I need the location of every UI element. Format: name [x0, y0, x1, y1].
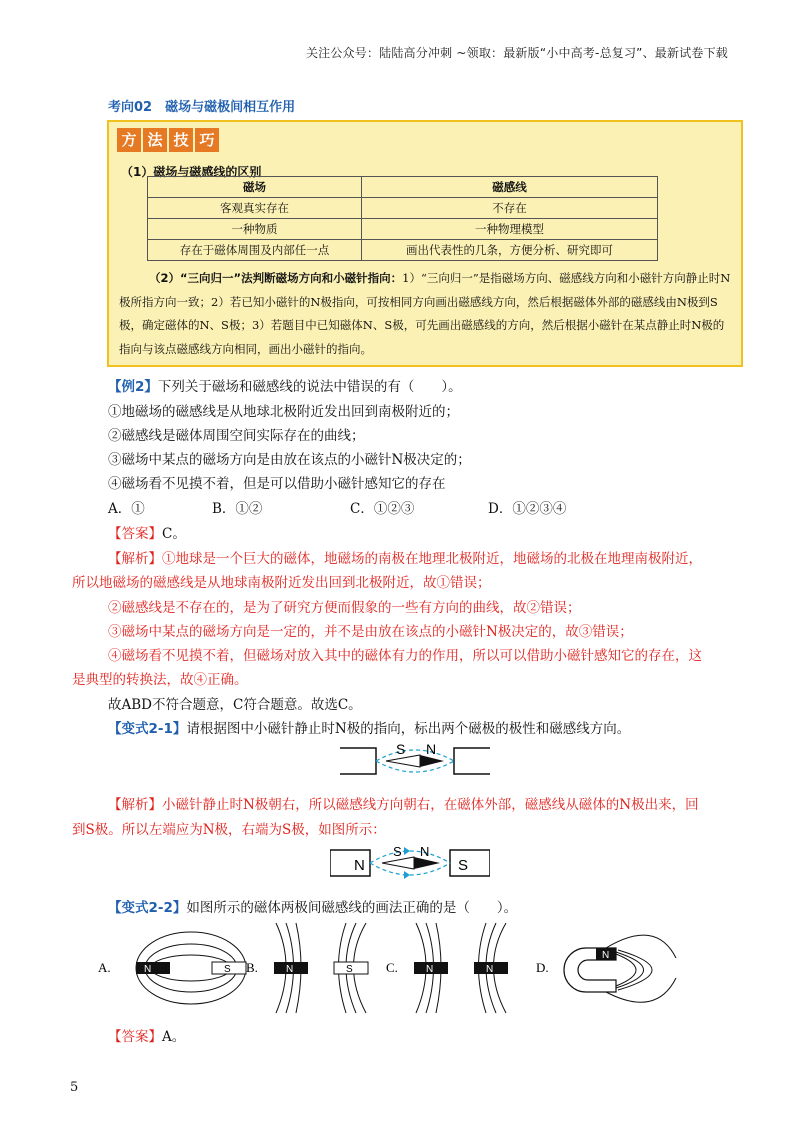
method-badges: [117, 128, 221, 152]
option-a-north-pole: [136, 962, 170, 974]
question-text: 如图所示的磁体两极间磁感线的画法正确的是（ ）。: [186, 900, 518, 916]
badge-char: 巧: [195, 128, 219, 152]
page-number: 5: [70, 1080, 79, 1095]
question-item: ③磁场中某点的磁场方向是由放在该点的小磁针N极决定的；: [108, 452, 471, 468]
option-d: D．①②③④: [488, 501, 567, 517]
example-question: [108, 375, 462, 395]
arrow-icon: [404, 847, 410, 855]
analysis-line: ③磁场中某点的磁场方向是一定的，并不是由放在该点的小磁针N极决定的，故③错误；: [108, 624, 633, 640]
table-cell: 不存在: [362, 198, 658, 219]
question-item: ④磁场看不见摸不着，但是可以借助小磁针感知它的存在: [108, 476, 446, 492]
method-subtitle-2: （2）“三向归一”法判断磁场方向和小磁针指向：: [149, 271, 403, 285]
needle-s-label: S: [396, 741, 406, 757]
method-subtitle-1: （1）磁场与磁感线的区别: [121, 165, 262, 179]
option-b-n: N: [286, 964, 294, 975]
left-magnet: [340, 748, 376, 774]
option-b: B．①②: [212, 501, 263, 517]
method-panel: [107, 120, 743, 367]
answer: [108, 522, 186, 542]
variant-tag: 【变式2-1】: [108, 721, 187, 737]
analysis-line: 到S极。所以左端应为N极，右端为S极，如图所示：: [72, 822, 386, 838]
right-magnet: [454, 748, 490, 774]
option-a-s: S: [224, 964, 231, 975]
option-d-label: D.: [536, 960, 549, 975]
table-header-row: [148, 177, 658, 198]
answer: [108, 1025, 185, 1045]
example-tag: 【例2】: [108, 379, 158, 395]
table-cell: 一种物质: [148, 219, 362, 240]
right-magnet: [450, 850, 490, 876]
option-c-n2: N: [486, 964, 494, 975]
analysis-line: 所以地磁场的磁感线是从地球南极附近发出回到北极附近，故①错误；: [72, 575, 491, 591]
option-c: C．①②③: [350, 501, 415, 517]
table-row: [148, 240, 658, 261]
variant-question: [108, 896, 517, 916]
table-cell: 存在于磁体周围及内部任一点: [148, 240, 362, 261]
badge-char: 技: [169, 128, 193, 152]
table-row: [148, 198, 658, 219]
section-title: 考向02 磁场与磁极间相互作用: [108, 100, 296, 115]
method-body: 1）“三向归一”是指磁场方向、磁感线方向和小磁针方向静止时N极所指方向一致；2）若已知小磁针的N极指向，可按相同方向画出磁感线方向，然后根据磁体外部的磁感线由N极到S极，确定磁体的N、S极；3）若题目中已知磁体N、S极，可先画出磁感线的方向，然后根据小磁针在某点静止时N极的指向与该点磁感线方向相同，画出小磁针的指向。: [119, 271, 731, 356]
table-header: 磁场: [148, 177, 362, 198]
figure-options: [96, 918, 696, 1018]
page-header: 关注公众号：陆陆高分冲刺 ~领取：最新版“小中高考-总复习”、最新试卷下载: [305, 46, 728, 60]
option-c-label: C.: [386, 960, 398, 975]
table-cell: 一种物理模型: [362, 219, 658, 240]
option-c-n1: N: [426, 964, 434, 975]
option-a-n: N: [144, 964, 152, 975]
figure-needle-between-poles: [340, 738, 490, 788]
needle-s-label: S: [393, 844, 402, 859]
question-text: 下列关于磁场和磁感线的说法中错误的有（ ）。: [157, 379, 462, 395]
answer-tag: 【答案】: [108, 526, 162, 542]
needle-n-label: N: [426, 741, 437, 757]
analysis-text: ①地球是一个巨大的磁体，地磁场的南极在地理北极附近，地磁场的北极在地理南极附近，: [162, 551, 702, 567]
table-row: [148, 219, 658, 240]
comparison-table: [147, 176, 658, 261]
table-header: 磁感线: [362, 177, 658, 198]
left-pole-label: N: [354, 857, 365, 874]
arrow-icon: [404, 871, 410, 879]
figure-answer-poles: [330, 840, 490, 886]
option-d-n: N: [602, 950, 610, 961]
option-a: A．①: [108, 501, 145, 517]
answer-tag: 【答案】: [108, 1029, 162, 1045]
right-pole-label: S: [458, 857, 469, 874]
option-b-s: S: [346, 964, 353, 975]
badge-char: 方: [117, 128, 141, 152]
analysis-line: [108, 547, 702, 567]
analysis-line: ②磁感线是不存在的，是为了研究方便而假象的一些有方向的曲线，故②错误；: [108, 600, 581, 616]
table-cell: 客观真实存在: [148, 198, 362, 219]
analysis-tag: 【解析】: [108, 797, 162, 813]
answer-text: A。: [162, 1029, 186, 1045]
badge-char: 法: [143, 128, 167, 152]
question-item: ①地磁场的磁感线是从地球北极附近发出回到南极附近的；: [108, 404, 459, 420]
option-a-label: A.: [98, 960, 111, 975]
method-paragraph-2: [119, 267, 735, 361]
analysis-line: [108, 793, 699, 813]
variant-tag: 【变式2-2】: [108, 900, 187, 916]
analysis-text: 小磁针静止时N极朝右，所以磁感线方向朝右，在磁体外部，磁感线从磁体的N极出来，回: [162, 797, 699, 813]
conclusion: 故ABD不符合题意，C符合题意。故选C。: [108, 697, 362, 713]
analysis-tag: 【解析】: [108, 551, 162, 567]
question-item: ②磁感线是磁体周围空间实际存在的曲线；: [108, 428, 365, 444]
analysis-line: ④磁场看不见摸不着，但磁场对放入其中的磁体有力的作用，所以可以借助小磁针感知它的存在，这: [108, 648, 702, 664]
option-b-label: B.: [246, 960, 258, 975]
table-cell: 画出代表性的几条，方便分析、研究即可: [362, 240, 658, 261]
variant-question: [108, 717, 630, 737]
question-text: 请根据图中小磁针静止时N极的指向，标出两个磁极的极性和磁感线方向。: [186, 721, 631, 737]
answer-text: C。: [162, 526, 186, 542]
needle-n-label: N: [420, 844, 430, 859]
analysis-line: 是典型的转换法，故④正确。: [72, 672, 248, 688]
